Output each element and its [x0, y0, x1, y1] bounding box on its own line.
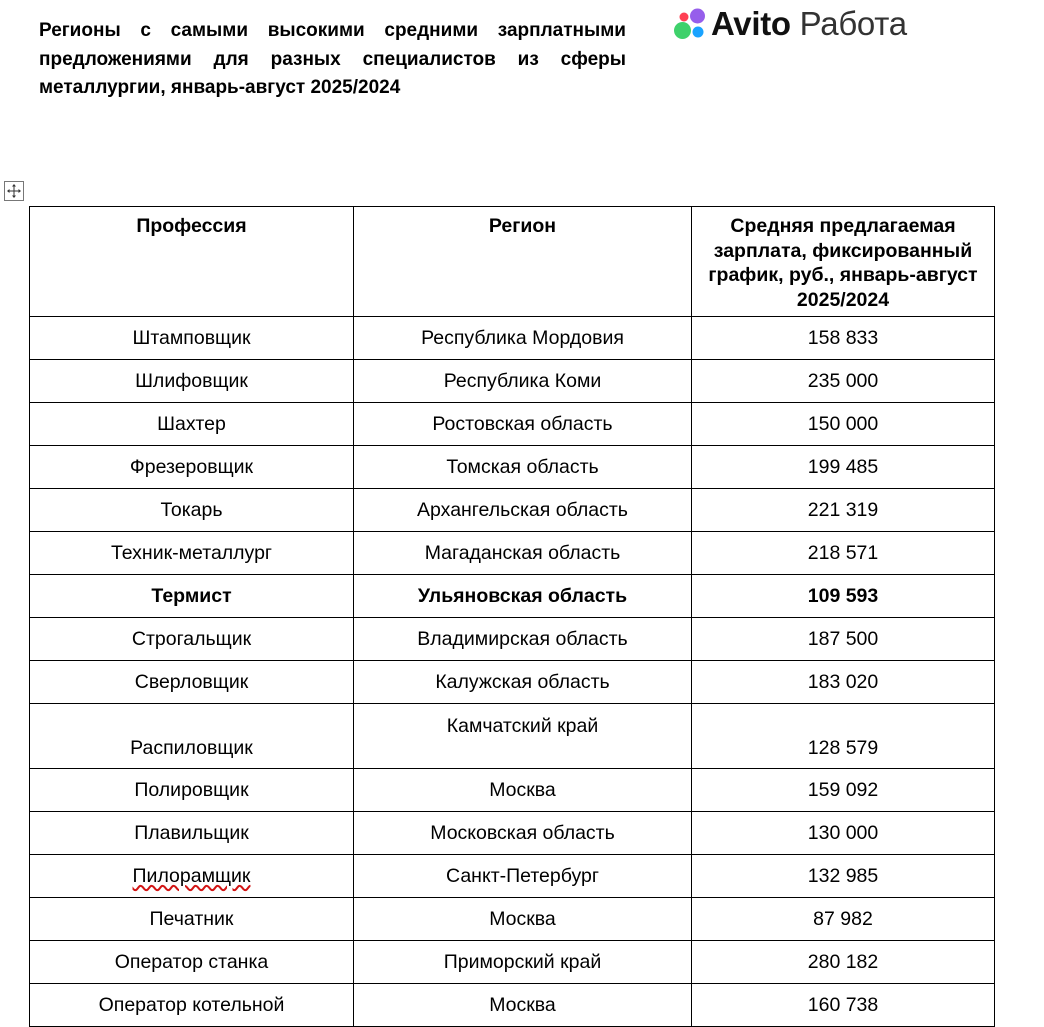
cell-profession: Токарь: [30, 489, 354, 532]
cell-region: Московская область: [354, 812, 692, 855]
cell-salary: 221 319: [692, 489, 995, 532]
table-row: [30, 317, 995, 360]
cell-region: Ростовская область: [354, 403, 692, 446]
cell-region: Владимирская область: [354, 618, 692, 661]
cell-profession: Строгальщик: [30, 618, 354, 661]
cell-profession: Распиловщик: [30, 704, 354, 769]
avito-rabota-logo: [673, 6, 907, 42]
table-row: [30, 769, 995, 812]
cell-profession: Сверловщик: [30, 661, 354, 704]
logo-wordmark: [711, 6, 907, 42]
cell-profession: Шахтер: [30, 403, 354, 446]
table-row: [30, 661, 995, 704]
cell-salary: 130 000: [692, 812, 995, 855]
table-row-highlighted: [30, 575, 995, 618]
table-header-row: [30, 207, 995, 317]
cell-profession: Плавильщик: [30, 812, 354, 855]
cell-region: Республика Коми: [354, 360, 692, 403]
table-row: [30, 403, 995, 446]
table-row: [30, 941, 995, 984]
cell-region: Приморский край: [354, 941, 692, 984]
cell-profession: Фрезеровщик: [30, 446, 354, 489]
table-row: [30, 360, 995, 403]
cell-salary: 158 833: [692, 317, 995, 360]
table-row: [30, 446, 995, 489]
salary-table: [29, 206, 995, 1027]
cell-profession: Оператор котельной: [30, 984, 354, 1027]
cell-salary: 280 182: [692, 941, 995, 984]
cell-salary: 235 000: [692, 360, 995, 403]
cell-salary: 218 571: [692, 532, 995, 575]
cell-salary: 128 579: [692, 704, 995, 769]
cell-profession: Оператор станка: [30, 941, 354, 984]
table-row: [30, 618, 995, 661]
cell-salary: 159 092: [692, 769, 995, 812]
table-row: [30, 704, 995, 769]
cell-profession: [30, 855, 354, 898]
cell-profession: Термист: [30, 575, 354, 618]
table-row: [30, 489, 995, 532]
move-arrows-icon: [7, 184, 21, 198]
logo-product: Работа: [799, 5, 907, 42]
document-title: Регионы с самыми высокими средними зарплатными предложениями для разных специалистов из сферы металлургии, январь-август 2025/2024: [39, 20, 626, 98]
cell-region: Москва: [354, 769, 692, 812]
cell-region: Архангельская область: [354, 489, 692, 532]
cell-region: Москва: [354, 984, 692, 1027]
cell-profession: Печатник: [30, 898, 354, 941]
header-region: Регион: [354, 207, 692, 317]
table-row: [30, 984, 995, 1027]
cell-salary: 199 485: [692, 446, 995, 489]
cell-salary: 132 985: [692, 855, 995, 898]
cell-region: Камчатский край: [354, 704, 692, 769]
cell-profession: Полировщик: [30, 769, 354, 812]
cell-salary: 183 020: [692, 661, 995, 704]
cell-profession: Шлифовщик: [30, 360, 354, 403]
cell-region: Магаданская область: [354, 532, 692, 575]
logo-brand: Avito: [711, 5, 791, 42]
table-row: [30, 812, 995, 855]
table-row: [30, 532, 995, 575]
cell-profession: Техник-металлург: [30, 532, 354, 575]
cell-region: Калужская область: [354, 661, 692, 704]
header-salary: Средняя предлагаемая зарплата, фиксированный график, руб., январь-август 2025/2024: [692, 207, 995, 317]
cell-region: Москва: [354, 898, 692, 941]
cell-salary: 187 500: [692, 618, 995, 661]
cell-salary: 150 000: [692, 403, 995, 446]
cell-region: Ульяновская область: [354, 575, 692, 618]
cell-region: Томская область: [354, 446, 692, 489]
cell-salary: 109 593: [692, 575, 995, 618]
cell-salary: 87 982: [692, 898, 995, 941]
cell-region: Санкт-Петербург: [354, 855, 692, 898]
avito-dots-logo-icon: [673, 7, 707, 41]
cell-region: Республика Мордовия: [354, 317, 692, 360]
table-row: [30, 855, 995, 898]
spellcheck-flagged-word[interactable]: Пилорамщик: [132, 864, 251, 887]
cell-salary: 160 738: [692, 984, 995, 1027]
table-move-handle[interactable]: [4, 181, 24, 201]
table-row: [30, 898, 995, 941]
header-profession: Профессия: [30, 207, 354, 317]
cell-profession: Штамповщик: [30, 317, 354, 360]
